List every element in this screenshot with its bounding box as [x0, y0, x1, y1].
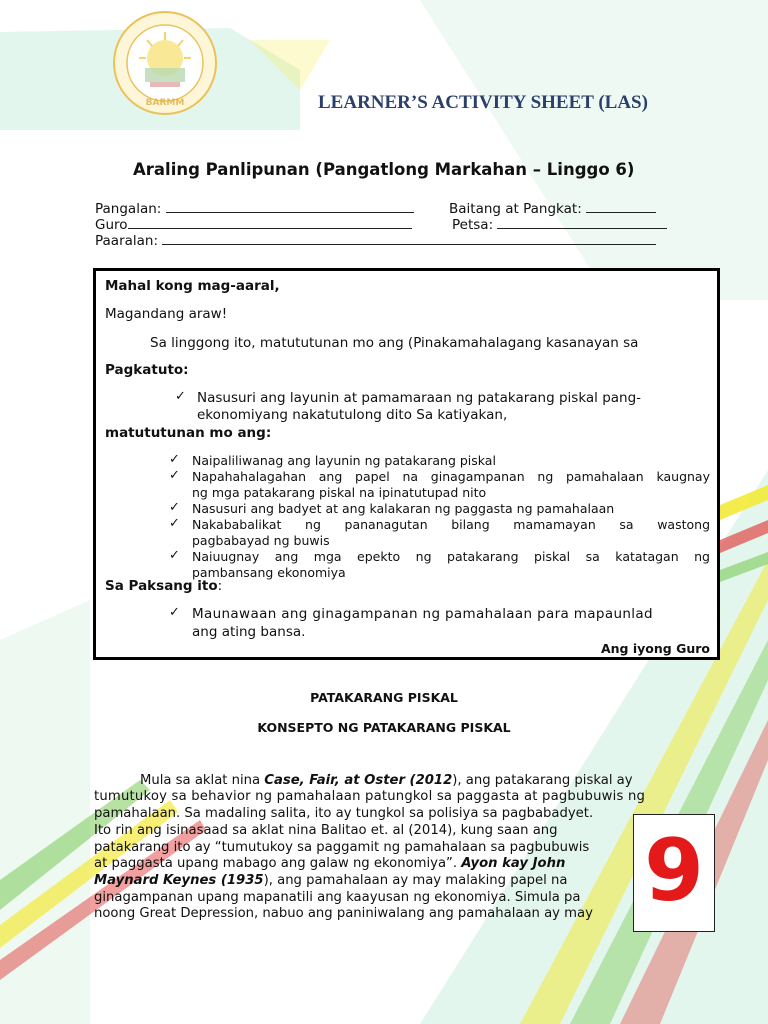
citation-case-fair-oster: Case, Fair, at Oster (2012 [264, 773, 453, 788]
goal-line-1: Maunawaan ang ginagampanan ng pamahalaan para mapaunlad [192, 606, 653, 622]
checkmark-icon: ✓ [169, 605, 180, 620]
letter-greeting: Mahal kong mag-aaral, [105, 278, 280, 294]
objective-item-5-line-1: Naiuugnay ang mga epekto ng patakarang piskal sa katatagan ng [192, 549, 710, 564]
paragraph-line-1 [140, 773, 633, 789]
objective-item-4-line-1: Nakababalikat ng pananagutan bilang mamamayan sa wastong [192, 517, 710, 532]
name-blank-line[interactable] [166, 200, 414, 213]
objective-item-1-line-1: Naipaliliwanag ang layunin ng patakarang piskal [192, 453, 496, 468]
grade-number: 9 [644, 821, 704, 921]
teacher-blank-line[interactable] [128, 216, 412, 229]
checkmark-icon: ✓ [169, 516, 180, 531]
goal-line-2: ang ating bansa. [192, 624, 306, 640]
letter-hello: Magandang araw! [105, 306, 228, 322]
date-field[interactable] [452, 216, 667, 233]
teacher-letter-box [93, 268, 720, 660]
subject-title: Araling Panlipunan (Pangatlong Markahan – Linggo 6) [133, 160, 635, 179]
checkmark-icon: ✓ [175, 389, 186, 404]
grade-section-label: Baitang at Pangkat: [449, 201, 582, 217]
paksang-colon: : [217, 578, 223, 594]
objective-item-5-line-2: pambansang ekonomiya [192, 565, 346, 580]
section-heading-konsepto: KONSEPTO NG PATAKARANG PISKAL [257, 720, 511, 735]
objective-item-2-line-1: Napahahalagahan ang papel na ginagampanan ng pamahalaan kaugnay [192, 469, 710, 484]
letter-signature: Ang iyong Guro [600, 641, 710, 656]
objective-item-3-line-1: Nasusuri ang badyet at ang kalakaran ng paggasta ng pamahalaan [192, 501, 615, 516]
paragraph-text: Mula sa aklat nina [140, 773, 265, 788]
paragraph-line-3: pamahalaan. Sa madaling salita, ito ay tungkol sa polisiya sa pagbabadyet. [94, 806, 594, 821]
school-label: Paaralan: [95, 233, 159, 249]
paragraph-text: at paggasta upang mabago ang galaw ng ekonomiya”. [94, 856, 462, 871]
grade-section-field[interactable] [449, 200, 656, 217]
paragraph-line-2: tumutukoy sa behavior ng pamahalaan patungkol sa paggasta at pagbubuwis ng [94, 789, 646, 804]
competency-line-2: ekonomiyang nakatutulong dito Sa katiyakan, [197, 407, 508, 423]
grade-section-blank-line[interactable] [586, 200, 656, 213]
date-blank-line[interactable] [497, 216, 667, 229]
paragraph-line-7 [94, 873, 567, 889]
svg-text:BARMM: BARMM [145, 98, 185, 108]
teacher-label: Guro [95, 217, 128, 233]
paragraph-line-4: Ito rin ang isinasaad sa aklat nina Balitao et. al (2014), kung saan ang [94, 823, 558, 838]
paksang-label [105, 578, 222, 594]
school-blank-line[interactable] [162, 232, 656, 245]
paragraph-text: ), ang patakarang piskal ay [452, 773, 633, 788]
grade-number-box [633, 814, 715, 932]
citation-keynes: Ayon kay John [461, 856, 566, 871]
checkmark-icon: ✓ [169, 468, 180, 483]
competency-line-1: Nasusuri ang layunin at pamamaraan ng patakarang piskal pang- [197, 390, 642, 406]
school-field[interactable] [95, 232, 656, 249]
name-field[interactable] [95, 200, 414, 217]
objective-item-4-line-2: pagbabayad ng buwis [192, 533, 330, 548]
paragraph-line-9: noong Great Depression, nabuo ang paniniwalang ang pamahalaan ay may [94, 906, 593, 921]
teacher-field[interactable] [95, 216, 412, 233]
paragraph-text: ), ang pamahalaan ay may malaking papel na [263, 873, 568, 888]
date-label: Petsa: [452, 217, 494, 233]
activity-sheet-title: LEARNER’S ACTIVITY SHEET (LAS) [318, 92, 648, 113]
checkmark-icon: ✓ [169, 548, 180, 563]
barmm-education-seal-logo [112, 10, 218, 116]
paragraph-line-8: ginagampanan upang mapanatili ang kaayusan ng ekonomiya. Simula pa [94, 890, 581, 905]
matututunan-label: matututunan mo ang: [105, 425, 272, 441]
name-label: Pangalan: [95, 201, 162, 217]
checkmark-icon: ✓ [169, 452, 180, 467]
checkmark-icon: ✓ [169, 500, 180, 515]
paragraph-line-5: patakarang ito ay “tumutukoy sa paggamit ng pamahalaan sa pagbubuwis [94, 840, 590, 855]
objective-item-2-line-2: ng mga patakarang piskal na ipinatutupad nito [192, 485, 487, 500]
section-heading-patakarang-piskal: PATAKARANG PISKAL [310, 690, 458, 705]
citation-keynes-year: Maynard Keynes (1935 [94, 873, 264, 888]
paragraph-line-6 [94, 856, 565, 872]
paksang-label-text: Sa Paksang ito [105, 578, 218, 594]
pagkatuto-label: Pagkatuto: [105, 362, 189, 378]
letter-intro: Sa linggong ito, matututunan mo ang (Pinakamahalagang kasanayan sa [150, 335, 639, 351]
